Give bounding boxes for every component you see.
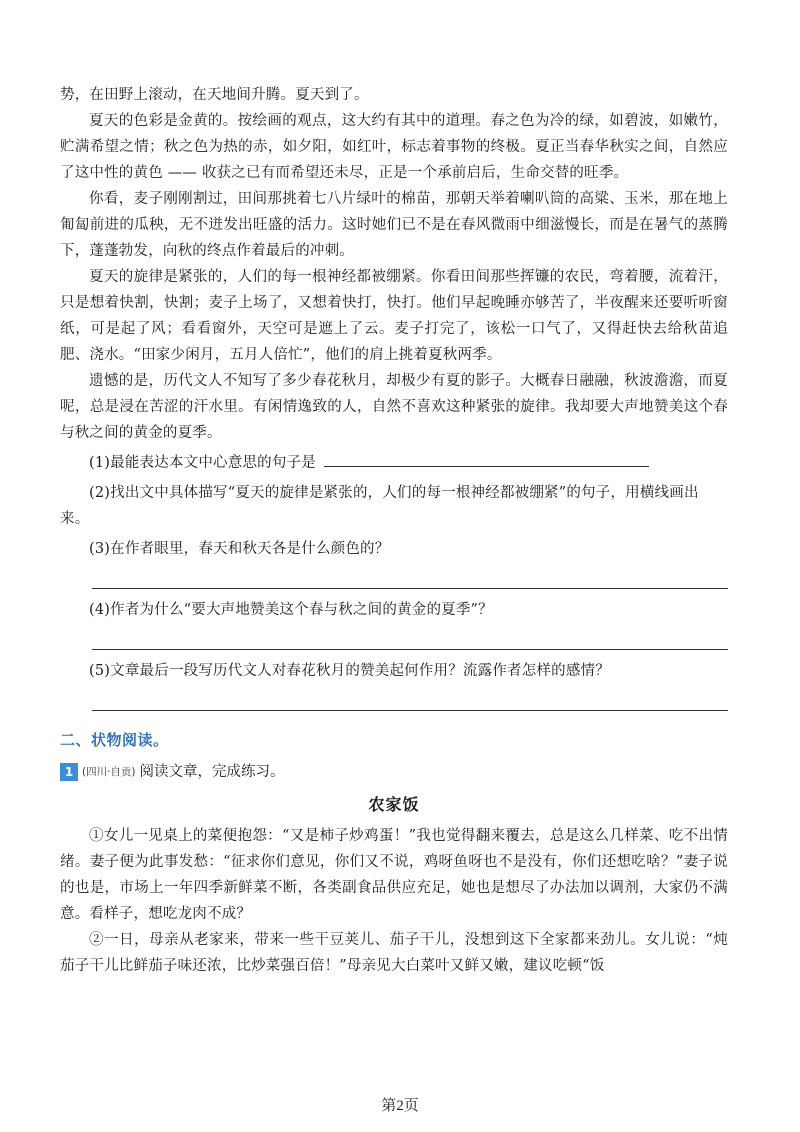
exercise-instruction: 阅读文章，完成练习。 [139, 764, 285, 780]
page-number: 第2页 [381, 1098, 419, 1114]
section-heading: 二、状物阅读。 [60, 731, 169, 749]
article-paragraph-1: ①女儿一见桌上的菜便抱怨：“又是柿子炒鸡蛋！”我也觉得翻来覆去，总是这么几样菜、吃不出情绪。妻子便为此事发愁：“征求你们意见，你们又不说，鸡呀鱼呀也不是没有，你们还想吃啥？”妻子说的也是，市场上一年四季新鲜菜不断，各类副食品供应充足，她也是想尽了办法加以调剂，大家仍不满意。看样子，想吃龙肉不成？ [60, 828, 728, 922]
passage-paragraph-1: 夏天的色彩是金黄的。按绘画的观点，这大约有其中的道理。春之色为冷的绿，如碧波，如嫩竹，贮满希望之情；秋之色为热的赤，如夕阳，如红叶，标志着事物的终极。夏正当春华秋实之间，自然应了这中性的黄色 —— 收获之已有而希望还未尽，正是一个承前启后，生命交替的旺季。 [60, 113, 728, 181]
article-paragraph-2: ②一日，母亲从老家来，带来一些干豆荚儿、茄子干儿，没想到这下全家都来劲儿。女儿说：“炖茄子干儿比鲜茄子味还浓，比炒菜强百倍！”母亲见大白菜叶又鲜又嫩，建议吃顿“饭 [60, 932, 728, 974]
question-2: (2)找出文中具体描写“夏天的旋律是紧张的，人们的每一根神经都被绷紧”的句子，用横线画出来。 [60, 485, 699, 527]
exercise-number-badge: 1 [60, 763, 78, 781]
question-1 [60, 450, 728, 476]
answer-blank-1[interactable] [324, 450, 649, 467]
passage-paragraph-2: 你看，麦子刚刚割过，田间那挑着七八片绿叶的棉苗，那朝天举着喇叭筒的高粱、玉米，那在地上匍匐前进的瓜秧，无不迸发出旺盛的活力。这时她们已不是在春风微雨中细滋慢长，而是在暑气的蒸腾下，蓬蓬勃发，向秋的终点作着最后的冲刺。 [60, 191, 728, 259]
answer-line-5[interactable] [92, 684, 728, 711]
answer-line-3[interactable] [92, 562, 728, 589]
answer-line-4[interactable] [92, 623, 728, 650]
exercise-source: (四川·自贡) [82, 766, 136, 778]
exercise-header [60, 760, 728, 784]
passage-paragraph-4: 遗憾的是，历代文人不知写了多少春花秋月，却极少有夏的影子。大概春日融融，秋波澹澹，而夏呢，总是浸在苦涩的汗水里。有闲情逸致的人，自然不喜欢这种紧张的旋律。我却要大声地赞美这个春与秋之间的黄金的夏季。 [60, 373, 728, 441]
passage-paragraph-3: 夏天的旋律是紧张的，人们的每一根神经都被绷紧。你看田间那些挥镰的农民，弯着腰，流着汗，只是想着快割，快割；麦子上场了，又想着快打，快打。他们早起晚睡亦够苦了，半夜醒来还要听听窗纸，可是起了风；看看窗外，天空可是遮上了云。麦子打完了，该松一口气了，又得赶快去给秋苗追肥、浇水。“田家少闲月，五月人倍忙”，他们的肩上挑着夏秋两季。 [60, 269, 728, 363]
question-4: (4)作者为什么“要大声地赞美这个春与秋之间的黄金的夏季”？ [89, 602, 493, 618]
question-3: (3)在作者眼里，春天和秋天各是什么颜色的？ [89, 541, 390, 557]
page-content [60, 82, 728, 979]
question-1-text: (1)最能表达本文中心意思的句子是 [89, 455, 316, 471]
passage-paragraph-0: 势，在田野上滚动，在天地间升腾。夏天到了。 [60, 87, 369, 103]
question-5: (5)文章最后一段写历代文人对春花秋月的赞美起何作用？流露作者怎样的感情？ [89, 663, 610, 679]
article-title: 农家饭 [368, 795, 420, 814]
